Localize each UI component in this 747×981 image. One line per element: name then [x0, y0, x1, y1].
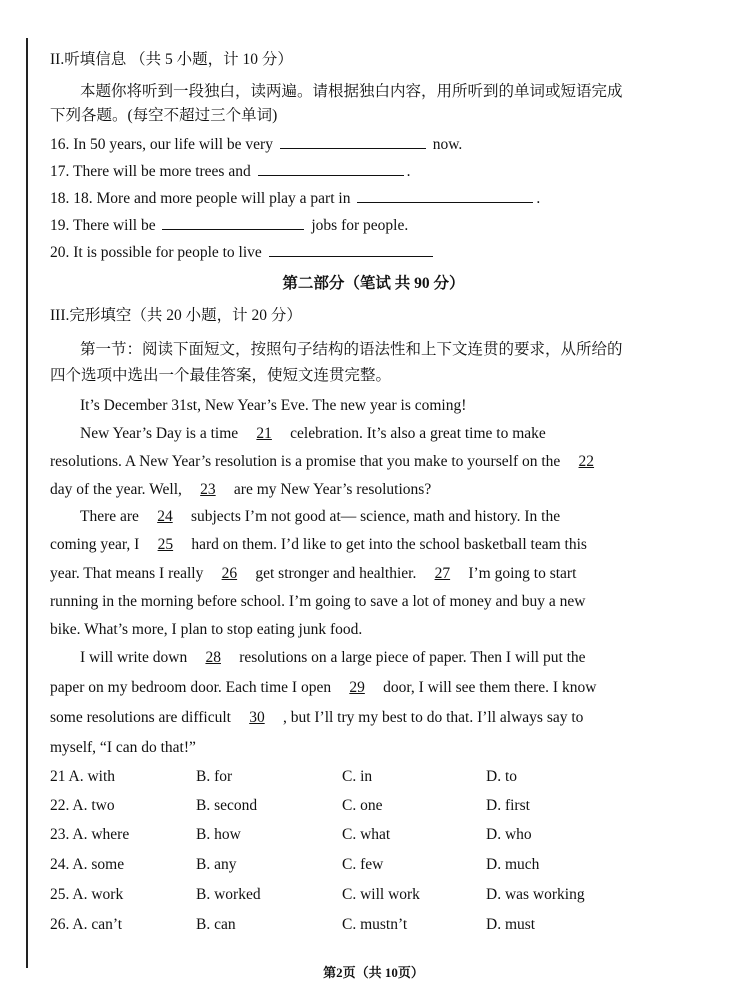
- passage-text: paper on my bedroom door. Each time I open: [50, 679, 332, 696]
- question-number: 22.: [50, 797, 70, 814]
- option-a[interactable]: [50, 916, 122, 934]
- option-d[interactable]: D. who: [486, 826, 532, 843]
- passage-line: [50, 535, 723, 555]
- option-c[interactable]: C. few: [342, 856, 384, 873]
- option-c[interactable]: C. in: [342, 768, 373, 785]
- listening-instruction-line-2: 下列各题。(每空不超过三个单词): [50, 107, 278, 124]
- option-b[interactable]: B. for: [196, 768, 233, 785]
- blank-number-29[interactable]: 29: [349, 679, 365, 696]
- option-d[interactable]: D. must: [486, 916, 536, 933]
- item-text: 16. In 50 years, our life will be very: [50, 136, 273, 153]
- option-b[interactable]: B. second: [196, 797, 258, 814]
- option-row-26: [50, 916, 723, 938]
- passage-text: celebration. It’s also a great time to make: [290, 425, 546, 442]
- question-number: 25.: [50, 886, 70, 903]
- blank-number-23[interactable]: 23: [200, 481, 216, 498]
- passage-text: door, I will see them there. I know: [383, 679, 597, 696]
- item-text: jobs for people.: [311, 217, 409, 234]
- option-d[interactable]: D. was working: [486, 886, 585, 903]
- page-number-footer: 第2页（共 10页）: [323, 965, 424, 980]
- passage-text: day of the year. Well,: [50, 481, 182, 498]
- passage-paragraph-1: It’s December 31st, New Year’s Eve. The new year is coming!: [80, 397, 467, 414]
- option-text: A. can’t: [72, 916, 123, 933]
- passage-text: New Year’s Day is a time: [80, 425, 239, 442]
- option-c[interactable]: C. what: [342, 826, 391, 843]
- item-text: 20. It is possible for people to live: [50, 244, 262, 261]
- option-b[interactable]: B. any: [196, 856, 237, 873]
- passage-text: coming year, I: [50, 536, 140, 553]
- blank-number-28[interactable]: 28: [205, 649, 221, 666]
- listening-item-16: [50, 134, 723, 155]
- passage-line: bike. What’s more, I plan to stop eating junk food.: [50, 621, 363, 638]
- binding-margin-line: [26, 38, 28, 968]
- listening-item-19: [50, 215, 723, 236]
- question-number: 23.: [50, 826, 70, 843]
- option-row-24: [50, 856, 723, 878]
- passage-text: , but I’ll try my best to do that. I’ll always say to: [282, 709, 584, 726]
- passage-line: [80, 507, 723, 527]
- blank-number-30[interactable]: 30: [249, 709, 265, 726]
- passage-text: resolutions on a large piece of paper. Then I will put the: [239, 649, 586, 666]
- passage-text: I’m going to start: [468, 565, 577, 582]
- option-d[interactable]: D. much: [486, 856, 540, 873]
- passage-line: [50, 708, 723, 728]
- option-a[interactable]: [50, 768, 115, 786]
- passage-text: I will write down: [80, 649, 188, 666]
- option-a[interactable]: [50, 856, 124, 874]
- question-number: 26.: [50, 916, 70, 933]
- option-row-25: [50, 886, 723, 908]
- blank-number-24[interactable]: 24: [157, 508, 173, 525]
- passage-line: [80, 424, 723, 444]
- option-a[interactable]: [50, 826, 129, 844]
- option-row-21: [50, 768, 723, 790]
- blank-number-25[interactable]: 25: [157, 536, 174, 553]
- passage-text: year. That means I really: [50, 565, 204, 582]
- passage-text: are my New Year’s resolutions?: [233, 481, 432, 498]
- passage-line: [50, 678, 723, 698]
- blank-number-22[interactable]: 22: [578, 453, 595, 470]
- option-text: A. with: [68, 768, 116, 785]
- passage-text: some resolutions are difficult: [50, 709, 231, 726]
- blank-number-21[interactable]: 21: [256, 425, 272, 442]
- passage-line: myself, “I can do that!”: [50, 739, 196, 756]
- option-c[interactable]: C. will work: [342, 886, 420, 903]
- item-text: now.: [432, 136, 463, 153]
- item-text: 17. There will be more trees and: [50, 163, 251, 180]
- option-row-22: [50, 797, 723, 819]
- item-text: .: [406, 163, 411, 180]
- item-text: .: [536, 190, 541, 207]
- passage-text: There are: [80, 508, 139, 525]
- option-d[interactable]: D. to: [486, 768, 517, 785]
- item-text: 19. There will be: [50, 217, 156, 234]
- listening-item-20: [50, 242, 723, 263]
- option-row-23: [50, 826, 723, 848]
- listening-item-18: [50, 188, 723, 209]
- option-c[interactable]: C. mustn’t: [342, 916, 408, 933]
- option-b[interactable]: B. worked: [196, 886, 261, 903]
- option-a[interactable]: [50, 886, 123, 904]
- option-text: A. work: [72, 886, 124, 903]
- cloze-heading: III.完形填空（共 20 小题，计 20 分）: [50, 307, 302, 324]
- question-number: 24.: [50, 856, 70, 873]
- passage-text: subjects I’m not good at— science, math and history. In the: [190, 508, 561, 525]
- cloze-instruction-line-2: 四个选项中选出一个最佳答案，使短文连贯完整。: [50, 367, 392, 384]
- passage-text: resolutions. A New Year’s resolution is a promise that you make to yourself on the: [50, 453, 561, 470]
- answer-blank[interactable]: [269, 242, 433, 257]
- passage-text: get stronger and healthier.: [255, 565, 417, 582]
- cloze-instruction-line-1: 第一节：阅读下面短文，按照句子结构的语法性和上下文连贯的要求，从所给的: [80, 341, 623, 358]
- passage-line: [50, 480, 723, 500]
- listening-heading: II.听填信息 （共 5 小题，计 10 分）: [50, 51, 293, 68]
- listening-item-17: [50, 161, 723, 182]
- passage-line: [50, 564, 723, 584]
- item-text: 18. 18. More and more people will play a part in: [50, 190, 351, 207]
- option-text: A. two: [72, 797, 115, 814]
- blank-number-26[interactable]: 26: [221, 565, 238, 582]
- answer-blank[interactable]: [357, 188, 533, 203]
- listening-instruction-line-1: 本题你将听到一段独白，读两遍。请根据独白内容，用所听到的单词或短语完成: [80, 83, 623, 100]
- option-c[interactable]: C. one: [342, 797, 383, 814]
- answer-blank[interactable]: [280, 134, 426, 149]
- answer-blank[interactable]: [162, 215, 304, 230]
- option-text: A. where: [72, 826, 130, 843]
- passage-line: running in the morning before school. I’m going to save a lot of money and buy a new: [50, 593, 586, 610]
- option-d[interactable]: D. first: [486, 797, 530, 814]
- passage-line: [80, 648, 723, 668]
- passage-text: hard on them. I’d like to get into the school basketball team this: [191, 536, 587, 553]
- option-a[interactable]: [50, 797, 115, 815]
- option-text: A. some: [72, 856, 125, 873]
- option-b[interactable]: B. how: [196, 826, 241, 843]
- part-two-heading: 第二部分（笔试 共 90 分）: [282, 275, 465, 292]
- passage-line: [50, 452, 723, 472]
- question-number: 21: [50, 768, 66, 785]
- answer-blank[interactable]: [258, 161, 404, 176]
- blank-number-27[interactable]: 27: [434, 565, 451, 582]
- option-b[interactable]: B. can: [196, 916, 236, 933]
